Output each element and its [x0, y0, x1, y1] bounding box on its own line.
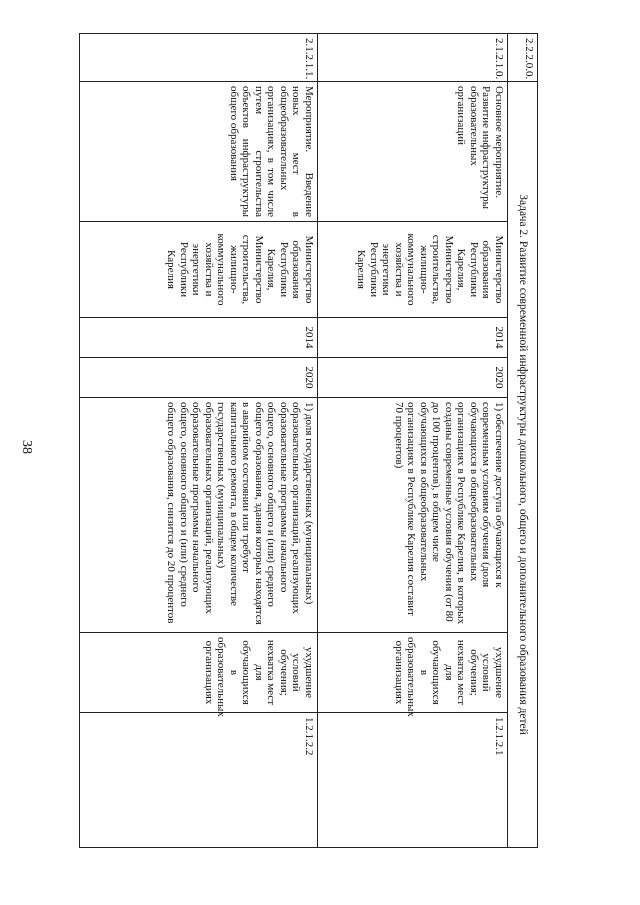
table-row: [80, 34, 318, 848]
page-number: 38: [19, 440, 34, 454]
row-indicator: 1.2.1.2.1: [318, 713, 508, 848]
row-executor: Министерство образования Республики Карелия, Министерство строительства, жилищно-коммунального хозяйства и энергетики Республики Карелия: [318, 222, 508, 318]
row-code: 2.1.2.1.0.: [318, 34, 508, 82]
row-start-year: 2014: [80, 318, 318, 358]
row-consequences: ухудшение условий обучения; нехватка мест для обучающихся в образовательных организациях: [80, 633, 318, 713]
row-indicator: 1.2.1.2.2: [80, 713, 318, 848]
row-consequences: ухудшение условий обучения; нехватка мест для обучающихся в образовательных организациях: [318, 633, 508, 713]
row-code: 2.1.2.1.1.: [80, 34, 318, 82]
table-row: [318, 34, 508, 848]
row-executor: Министерство образования Республики Карелия, Министерство строительства, жилищно-коммунального хозяйства и энергетики Республики Карелия: [80, 222, 318, 318]
row-end-year: 2020: [318, 358, 508, 398]
row-result: 1) доля государственных (муниципальных) образовательных организаций, реализующих образовательные программы начального общего, основного общего и (или) среднего общего образования, здания которых находятся в аварийном состоянии или требуют капитального ремонта, в общем количестве государственных (муниципальных) образовательных организаций, реализующих образовательные программы начального общего, основного общего и (или) среднего общего образования, снизится до 20 процентов: [80, 398, 318, 633]
row-end-year: 2020: [80, 358, 318, 398]
row-activity: Мероприятие. Введение новых мест в общеобразовательных организациях, в том числе путем строительства объектов инфраструктуры общего образования: [80, 82, 318, 222]
row-result: 1) обеспечение доступа обучающихся к современным условиям обучения (доля обучающихся в общеобразовательных организациях в Республике Карелия, в которых созданы современные условия обучения (от 80 до 100 процентов), в общем числе обучающихся в общеобразовательных организациях в Республике Карелия составит 70 процентов): [318, 398, 508, 633]
program-table: [79, 33, 538, 848]
task-code: 2.2.2.0.0.: [508, 34, 538, 82]
rotated-table-frame: [80, 33, 538, 847]
row-start-year: 2014: [318, 318, 508, 358]
task-title: Задача 2. Развитие современной инфраструктуры дошкольного, общего и дополнительного образования детей: [508, 82, 538, 848]
row-activity: Основное мероприятие. Развитие инфраструктуры образовательных организаций: [318, 82, 508, 222]
task-row: [508, 34, 538, 848]
table-container: [80, 33, 538, 847]
